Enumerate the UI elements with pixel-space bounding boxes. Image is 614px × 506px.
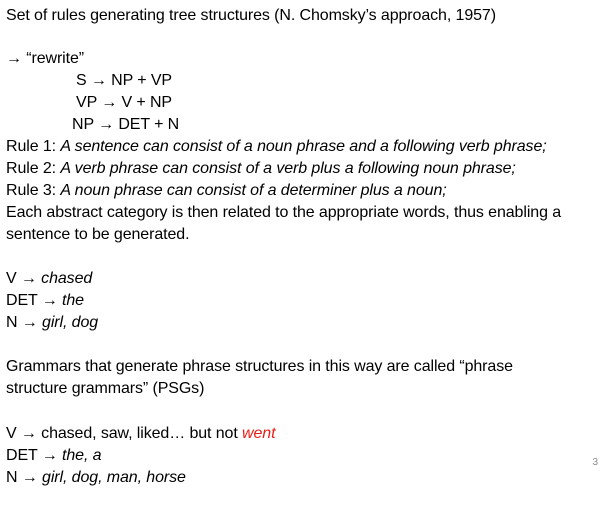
rule-2-label: Rule 2: — [6, 160, 61, 177]
rule-3-line — [6, 180, 447, 202]
rule-1-label: Rule 1: — [6, 138, 61, 155]
rule-1-text: A sentence can consist of a noun phrase and a following verb phrase; — [60, 138, 547, 155]
abstract-line-1: Each abstract category is then related to the appropriate words, thus enabling a — [6, 204, 562, 221]
lexicon2-det-prefix: DET → — [6, 447, 63, 464]
rule-1-line — [6, 136, 547, 158]
rule-2-line — [6, 158, 516, 180]
lexicon2-v-red-word: went — [242, 425, 276, 442]
lexicon-n-category: N → — [6, 314, 43, 331]
lexicon-det-category: DET → — [6, 292, 63, 309]
lexicon-n-words: girl, dog — [42, 314, 99, 331]
rule-3-text: A noun phrase can consist of a determiner plus a noun; — [60, 182, 447, 199]
rule-2-text: A verb phrase can consist of a verb plus a following noun phrase; — [60, 160, 516, 177]
psg-line-2: structure grammars” (PSGs) — [6, 380, 205, 397]
page-number: 3 — [592, 457, 598, 468]
lexicon2-v — [6, 423, 275, 445]
rewrite-line: → “rewrite” — [6, 50, 85, 67]
rule-np: NP → DET + N — [72, 116, 180, 133]
lexicon-det — [6, 290, 84, 312]
lexicon2-n-prefix: N → — [6, 469, 43, 486]
rule-vp: VP → V + NP — [76, 94, 172, 111]
lexicon2-n — [6, 467, 186, 489]
lexicon-v-category: V → — [6, 270, 42, 287]
rule-3-label: Rule 3: — [6, 182, 61, 199]
slide-title: Set of rules generating tree structures (N. Chomsky’s approach, 1957) — [6, 7, 496, 24]
rule-s: S → NP + VP — [76, 72, 172, 89]
lexicon2-n-words: girl, dog, man, horse — [42, 469, 186, 486]
psg-line-1: Grammars that generate phrase structures in this way are called “phrase — [6, 358, 513, 375]
lexicon-v-words: chased — [41, 270, 93, 287]
lexicon-v — [6, 268, 92, 290]
lexicon2-v-prefix: V → chased, saw, liked… but not — [6, 425, 243, 442]
lexicon2-det — [6, 445, 101, 467]
lexicon-n — [6, 312, 98, 334]
lexicon-det-words: the — [62, 292, 84, 309]
lexicon2-det-words: the, a — [62, 447, 102, 464]
abstract-line-2: sentence to be generated. — [6, 226, 190, 243]
